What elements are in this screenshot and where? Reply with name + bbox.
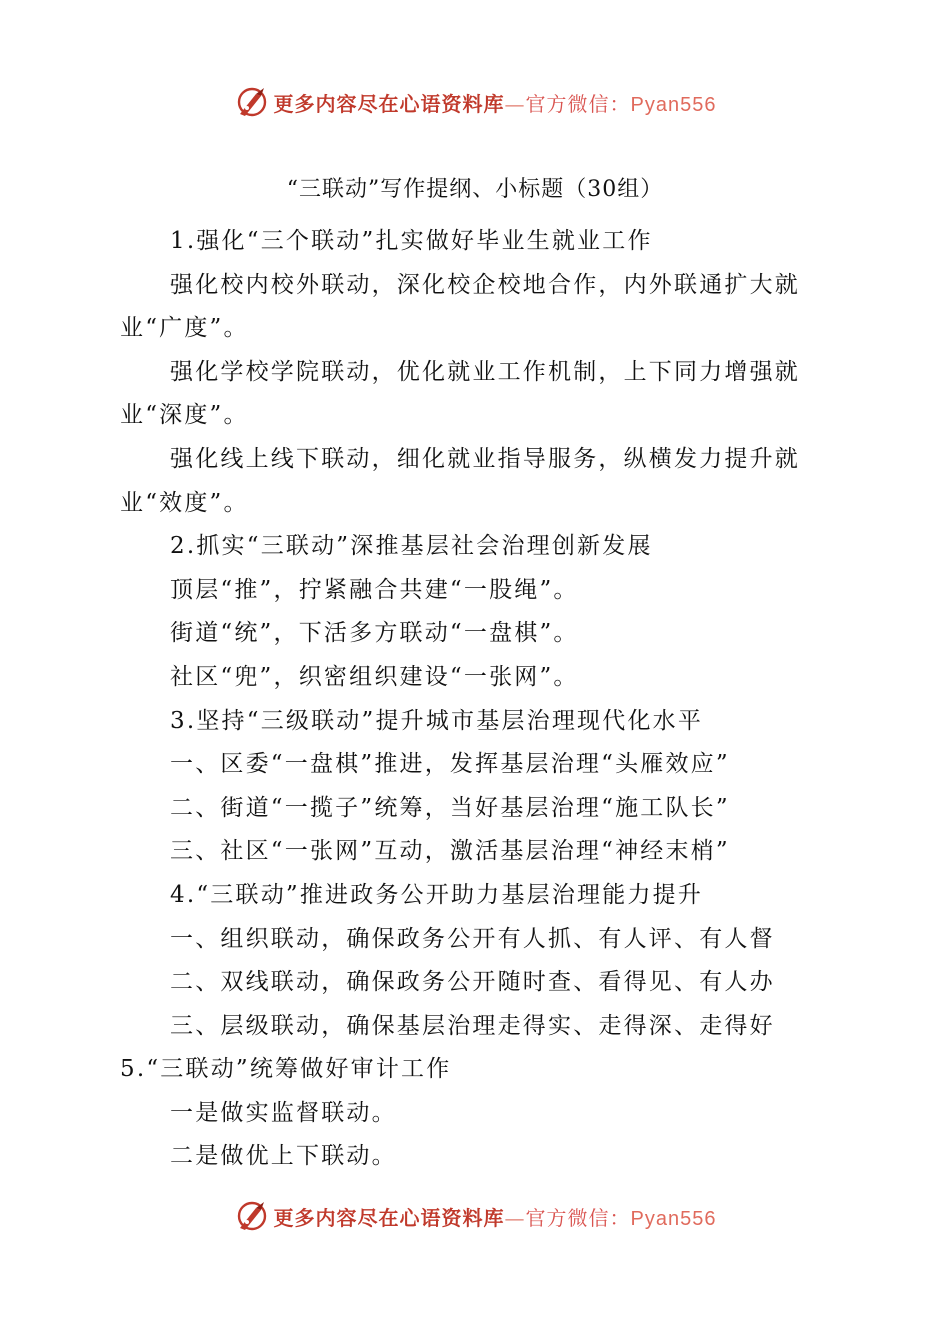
paragraph-line: 三、层级联动，确保基层治理走得实、走得深、走得好 bbox=[170, 1012, 775, 1039]
paragraph-line: 业“深度”。 bbox=[120, 402, 249, 429]
paragraph-line: 一、区委“一盘棋”推进，发挥基层治理“头雁效应” bbox=[170, 751, 730, 778]
section-heading-5: 5.“三联动”统筹做好审计工作 bbox=[120, 1056, 452, 1083]
watermark-text: 更多内容尽在心语资料库—官方微信：Pyan556 bbox=[273, 91, 717, 116]
watermark-banner-top bbox=[0, 82, 950, 122]
section-heading-1: 1.强化“三个联动”扎实做好毕业生就业工作 bbox=[170, 228, 653, 254]
paragraph-line: 强化学校学院联动，优化就业工作机制，上下同力增强就 bbox=[170, 358, 800, 385]
paragraph-line: 强化校内校外联动，深化校企校地合作，内外联通扩大就 bbox=[170, 271, 800, 298]
document-title: “三联动”写作提纲、小标题（30组） bbox=[286, 177, 664, 202]
paragraph-line: 二、双线联动，确保政务公开随时查、看得见、有人办 bbox=[170, 969, 775, 996]
watermark-banner-bottom bbox=[0, 1196, 950, 1236]
pen-logo-icon bbox=[234, 84, 270, 120]
paragraph-line: 一是做实监督联动。 bbox=[170, 1099, 397, 1126]
paragraph-line: 二、街道“一揽子”统筹，当好基层治理“施工队长” bbox=[170, 794, 730, 821]
paragraph-line: 二是做优上下联动。 bbox=[170, 1143, 397, 1170]
paragraph-line: 街道“统”，下活多方联动“一盘棋”。 bbox=[170, 620, 579, 647]
paragraph-line: 业“广度”。 bbox=[120, 315, 249, 342]
section-heading-2: 2.抓实“三联动”深推基层社会治理创新发展 bbox=[170, 533, 653, 560]
pen-logo-icon bbox=[234, 1198, 270, 1234]
paragraph-line: 三、社区“一张网”互动，激活基层治理“神经末梢” bbox=[170, 838, 730, 865]
paragraph-line: 强化线上线下联动，细化就业指导服务，纵横发力提升就 bbox=[170, 445, 800, 472]
section-heading-4: 4.“三联动”推进政务公开助力基层治理能力提升 bbox=[170, 881, 704, 908]
section-heading-3: 3.坚持“三级联动”提升城市基层治理现代化水平 bbox=[170, 707, 704, 734]
watermark-text: 更多内容尽在心语资料库—官方微信：Pyan556 bbox=[273, 1205, 717, 1230]
paragraph-line: 社区“兜”，织密组织建设“一张网”。 bbox=[170, 663, 579, 690]
paragraph-line: 顶层“推”，拧紧融合共建“一股绳”。 bbox=[170, 576, 579, 603]
document-body bbox=[120, 220, 820, 1179]
paragraph-line: 业“效度”。 bbox=[120, 489, 249, 516]
paragraph-line: 一、组织联动，确保政务公开有人抓、有人评、有人督 bbox=[170, 925, 775, 952]
